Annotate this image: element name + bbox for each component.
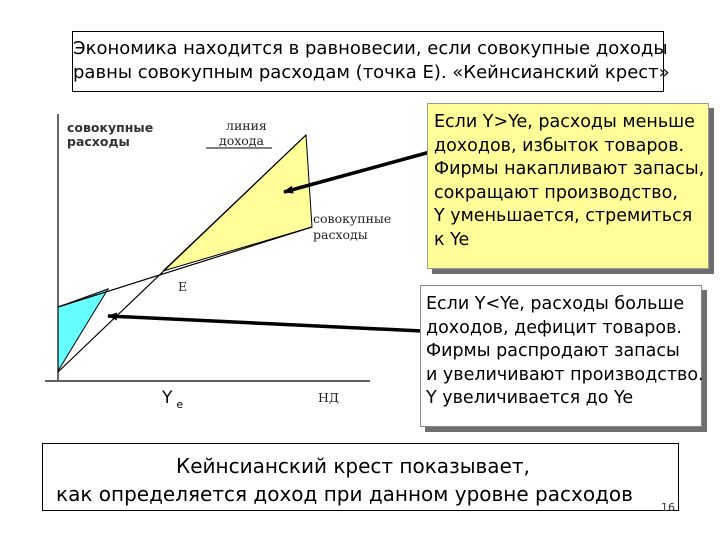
note-deficit-line-1: Если Y<Ye, расходы больше	[426, 294, 685, 314]
arrow-to-deficit	[108, 316, 422, 331]
ye-label-sub: e	[176, 398, 184, 411]
equilibrium-label: E	[178, 279, 188, 294]
x-axis-label: НД	[318, 390, 340, 405]
footer-box	[42, 443, 679, 514]
note-deficit-line-2: доходов, дефицит товаров.	[426, 317, 682, 338]
income-line-label-line-1: линия	[226, 118, 267, 133]
note-surplus-line-3: Фирмы накапливают запасы,	[434, 159, 705, 179]
note-deficit-line-5: Y увеличивается до Ye	[426, 388, 634, 408]
ye-label	[161, 388, 183, 411]
footer-line-2: как определяется доход при данном уровне расходов	[56, 482, 633, 506]
y-axis-label-line-2: расходы	[67, 134, 130, 149]
note-surplus-line-1: Если Y>Ye, расходы меньше	[434, 112, 695, 132]
note-deficit-line-3: Фирмы распродают запасы	[426, 341, 680, 361]
deficit-area	[58, 289, 108, 371]
income-line-label-line-2: дохода	[219, 133, 264, 148]
y-axis-label-line-1: совокупные	[67, 120, 154, 135]
income-line	[58, 135, 306, 372]
note-surplus	[427, 103, 709, 269]
note-deficit	[420, 285, 702, 427]
note-surplus-line-6: к Ye	[434, 229, 470, 250]
expenditure-label-line-1: совокупные	[313, 211, 392, 226]
note-surplus-line-2: доходов, избыток товаров.	[434, 135, 685, 156]
page-number: 16	[661, 501, 675, 514]
note-deficit-line-4: и увеличивают производство.	[426, 364, 704, 385]
expenditure-label-line-2: расходы	[313, 227, 368, 242]
title-line-2: равны совокупным расходам (точка Е). «Кейнсианский крест»	[73, 62, 670, 83]
note-surplus-line-4: сокращают производство,	[434, 182, 678, 203]
note-surplus-line-5: Y уменьшается, стремиться	[434, 206, 693, 226]
expenditure-line	[58, 227, 312, 307]
ye-label-main: Y	[162, 388, 173, 408]
title-line-1: Экономика находится в равновесии, если совокупные доходы	[73, 38, 668, 59]
footer-line-1: Кейнсианский крест показывает,	[176, 454, 530, 478]
